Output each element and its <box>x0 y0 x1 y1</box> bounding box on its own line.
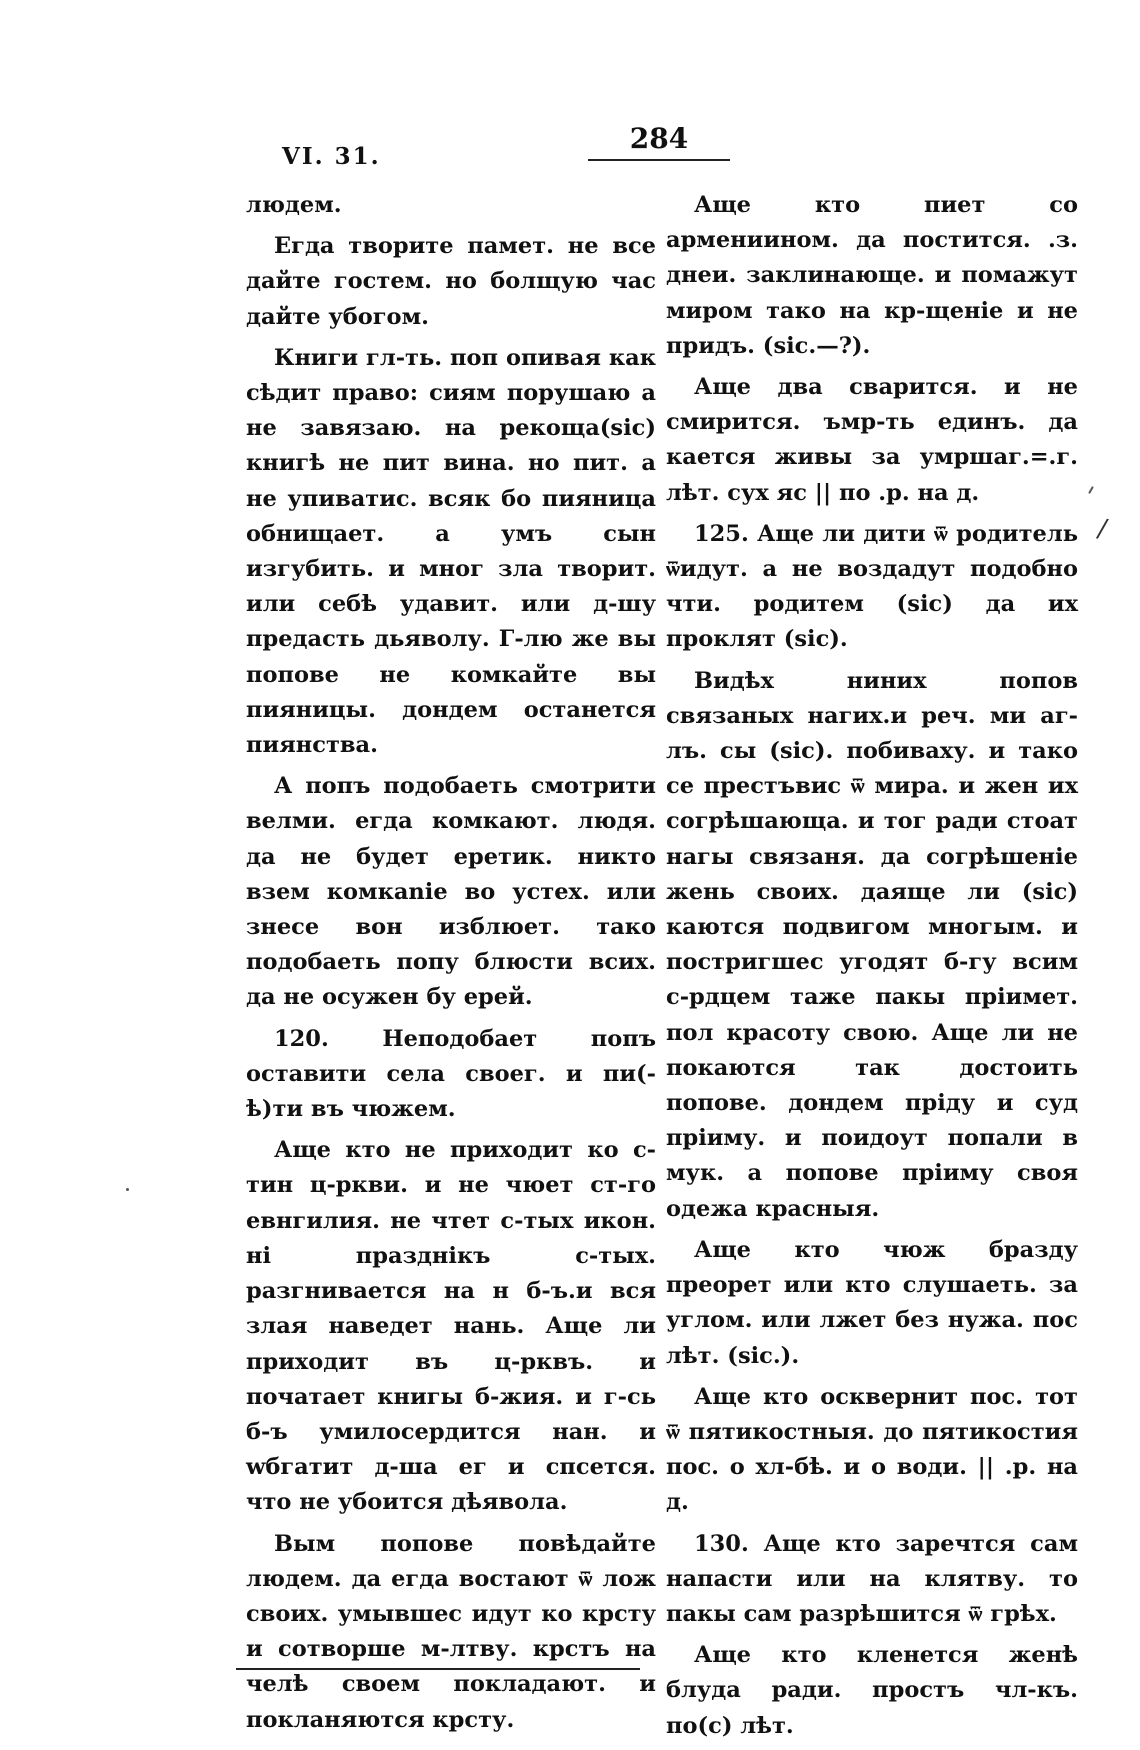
print-speck <box>126 1188 129 1191</box>
left-column <box>246 188 656 1744</box>
margin-pencil-mark: / <box>1094 513 1110 545</box>
paragraph: Аще кто кленется женѣ блуда ради. простъ чл-къ. по(с) лѣт. <box>666 1642 1078 1739</box>
paragraph: 120. Неподобает попъ оставити села своег. и пи(-ѣ)ти въ чюжем. <box>246 1025 656 1123</box>
page-number: 284 <box>588 122 730 161</box>
paragraph: Аще кто пиет со армениином. да постится. .з. днеи. заклинающе. и помажут миром тако на кр-щенiе и не придъ. (sic.—?). <box>666 192 1078 359</box>
paragraph: Аще два сварится. и не смирится. ъмр-ть единъ. да кается живы за умршаг.=.г. лѣт. сух яс || по .р. на д. <box>666 374 1078 506</box>
paragraph: Егда творите памет. не все дайте гостем. но болщую час дайте убогом. <box>246 233 656 330</box>
paragraph: Видѣх ниних попов связаных нагих.и реч. ми аг-лъ. сы (sic). побиваху. и тако се престъвис ѿ мира. и жен их согрѣшающа. и тог ради стоат нагы связаня. да согрѣшенiе жень своих. даяще ли (sic) каются подвигом многым. и постригшес угодят б-гу всим с-рдцем таже пакы прiимет. пол красоту свою. Аще ли не покаются так достоить попове. дондем прiду и суд прiиму. и поидоут попали в мук. а попове прiиму своя одежа красныя. <box>666 667 1078 1222</box>
footnote-rule <box>236 1668 640 1670</box>
paragraph: Вым попове повѣдайте людем. да егда востают ѿ лож своих. умывшес идут ко крсту и сотворше м-лтву. крстъ на челѣ своем покладают. и покланяются крсту. <box>246 1530 656 1733</box>
section-reference: VI. 31. <box>282 143 381 170</box>
paragraph: А попъ подобаеть смотрити велми. егда комкают. людя. да не будет еретик. никто взем комкаnie во устех. или знесе вон изблюет. тако подобаеть попу блюсти всих. да не осужен бу ерей. <box>246 773 656 1011</box>
paragraph: Аще кто осквернит пос. тот ѿ пятикостныя. до пятикостия пос. о хл-бѣ. и о води. || .р. на д. <box>666 1383 1078 1516</box>
paragraph: Аще кто не приходит ко с-тин ц-ркви. и не чюет ст-го евнгилия. не чтет с-тых икон. нi празднiкъ с-тых. разгнивается на н б-ъ.и вся злая наведет нань. Аще ли приходит въ ц-рквъ. и початает книгы б-жия. и г-сь б-ъ умилосердится нан. и wбгатит д-ша ег и спсется. что не убоится дѣявола. <box>246 1137 656 1516</box>
paragraph: людем. <box>246 192 342 218</box>
paragraph: 130. Аще кто заречтся сам напасти или на клятву. то пакы сам разрѣшится ѿ грѣх. <box>666 1530 1078 1627</box>
print-speck <box>1088 486 1094 494</box>
paragraph: Книги гл-ть. поп опивая как сѣдит право: сиям порушаю а не завязаю. на рекоща(sic) книгѣ не пит вина. но пит. а не упиватис. всяк бо пияница обнищает. а умъ сын изгубить. и мног зла творит. или себѣ удавит. или д-шу предасть дьяволу. Г-лю же вы попове не комкайте вы пияницы. дондем останется пиянства. <box>246 344 656 759</box>
paragraph: 125. Аще ли дити ѿ родитель ѿидут. а не воздадут подобно чти. родитем (sic) да их проклят (sic). <box>666 520 1078 653</box>
paragraph: Аще кто чюж бразду преорет или кто слушаеть. за углом. или лжет без нужа. пос лѣт. (sic.). <box>666 1236 1078 1369</box>
right-column <box>666 188 1078 1750</box>
